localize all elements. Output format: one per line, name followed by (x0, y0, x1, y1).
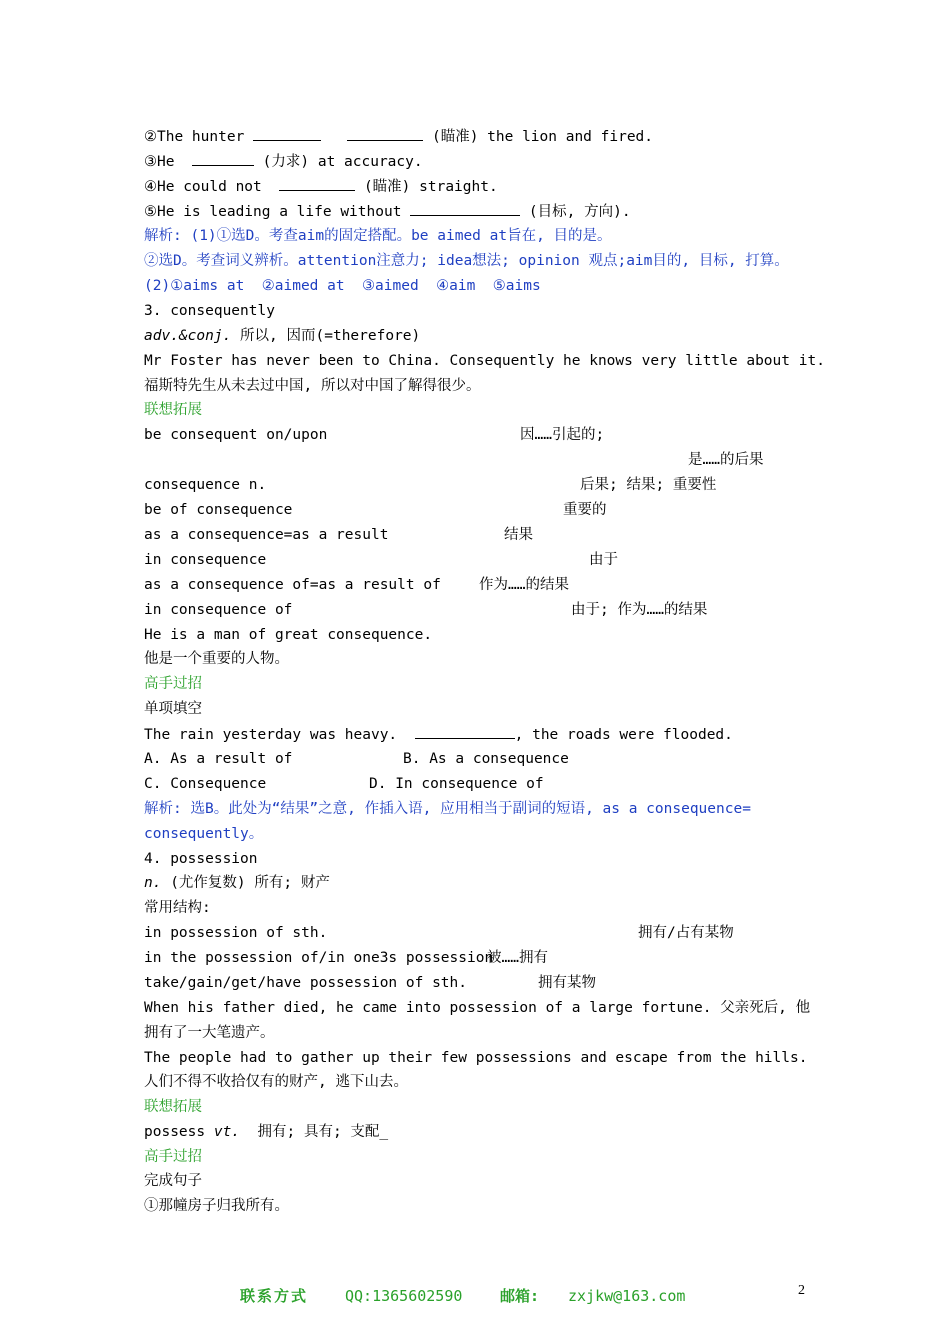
example-line: When his father died, he came into possession of a large fortune. 父亲死后, 他 (144, 1000, 811, 1016)
answer-blank (253, 124, 321, 141)
phrase-row (144, 523, 533, 548)
phrase-zh: 被……拥有 (487, 950, 548, 966)
option-a: A. As a result of (144, 751, 293, 767)
phrase-zh: 由于 (589, 552, 618, 568)
phrase-zh: 重要的 (563, 502, 607, 518)
word: possess (144, 1124, 214, 1140)
structures-label: 常用结构: (144, 900, 211, 916)
phrase-row (144, 598, 708, 623)
question-text: The rain yesterday was heavy. (144, 727, 406, 743)
exercise-2 (144, 124, 653, 149)
phrase-en: consequence n. (144, 477, 267, 493)
phrase-zh: 结果 (504, 527, 533, 543)
example-en: The people had to gather up their few possessions and escape from the hills. (144, 1050, 808, 1066)
answers-line: (2)①aims at ②aimed at ③aimed ④aim ⑤aims (144, 278, 541, 294)
section-label: 高手过招 (144, 1149, 202, 1165)
phrase-en: be of consequence (144, 502, 293, 518)
option-c: C. Consequence (144, 776, 267, 792)
sentence-item: ①那幢房子归我所有。 (144, 1198, 289, 1214)
phrase-zh: 因……引起的; (520, 427, 605, 443)
question-text: , the roads were flooded. (514, 727, 733, 743)
phrase-row (144, 921, 734, 946)
footer-email: zxjkw@163.com (568, 1287, 686, 1305)
exercise-text: ②The hunter (144, 129, 254, 145)
example-line: 拥有了一大笔遗产。 (144, 1025, 275, 1041)
phrase-en: in the possession of/in one3s possession (144, 950, 494, 966)
section-label: 联想拓展 (144, 1099, 202, 1115)
task-label: 单项填空 (144, 701, 202, 717)
exercise-5 (144, 199, 631, 224)
options-row (144, 772, 544, 797)
definition-text: 所以, 因而(=therefore) (231, 328, 421, 344)
analysis-line: ②选D。考查词义辨析。attention注意力; idea想法; opinion 观点;aim目的, 目标, 打算。 (144, 253, 789, 269)
exercise-text: (瞄准) the lion and fired. (423, 129, 654, 145)
answer-blank (279, 174, 355, 191)
exercise-text: ④He could not (144, 179, 280, 195)
phrase-en: as a consequence of=as a result of (144, 577, 441, 593)
phrase-zh: 后果; 结果; 重要性 (580, 477, 717, 493)
phrase-row (144, 971, 596, 996)
task-label: 完成句子 (144, 1173, 202, 1189)
phrase-zh: 是……的后果 (688, 452, 764, 468)
answer-blank (347, 124, 423, 141)
phrase-en: in consequence (144, 552, 267, 568)
section-heading: 3. consequently (144, 303, 275, 319)
example-zh: 人们不得不收拾仅有的财产, 逃下山去。 (144, 1074, 408, 1090)
options-row (144, 747, 569, 772)
section-heading: 4. possession (144, 851, 258, 867)
option-d: D. In consequence of (369, 776, 544, 792)
analysis-line: consequently。 (144, 826, 264, 842)
question-line (144, 722, 733, 747)
phrase-row (144, 423, 605, 448)
phrase-en: be consequent on/upon (144, 427, 328, 443)
analysis-line: 解析: (1)①选D。考查aim的固定搭配。be aimed at旨在, 目的是。 (144, 228, 612, 244)
exercise-text: (瞄准) straight. (355, 179, 498, 195)
exercise-text: (力求) at accuracy. (253, 154, 423, 170)
definition-line (144, 324, 420, 349)
definition-text: (尤作复数) 所有; 财产 (161, 875, 330, 891)
page-number: 2 (798, 1283, 805, 1298)
section-label: 联想拓展 (144, 402, 202, 418)
phrase-en: in possession of sth. (144, 925, 328, 941)
example-zh: 他是一个重要的人物。 (144, 651, 289, 667)
section-label: 高手过招 (144, 676, 202, 692)
analysis-line: 解析: 选B。此处为“结果”之意, 作插入语, 应用相当于副词的短语, as a consequence= (144, 801, 751, 817)
phrase-zh: 拥有/占有某物 (638, 925, 734, 941)
phrase-row (144, 946, 548, 971)
phrase-row (144, 498, 607, 523)
exercise-3 (144, 149, 423, 174)
example-zh: 福斯特先生从未去过中国, 所以对中国了解得很少。 (144, 378, 481, 394)
option-b: B. As a consequence (403, 751, 569, 767)
definition-line (144, 1120, 388, 1145)
part-of-speech: vt. (213, 1124, 241, 1140)
answer-blank (192, 149, 254, 166)
example-en: He is a man of great consequence. (144, 627, 433, 643)
part-of-speech: n. (144, 875, 162, 891)
phrase-row (144, 473, 717, 498)
phrase-zh: 由于; 作为……的结果 (571, 602, 708, 618)
answer-blank (415, 722, 515, 739)
exercise-4 (144, 174, 498, 199)
definition-line (144, 871, 330, 896)
footer-qq: QQ:1365602590 (345, 1287, 463, 1305)
phrase-en: take/gain/get/have possession of sth. (144, 975, 468, 991)
answer-blank (410, 199, 520, 216)
part-of-speech: adv.&conj. (144, 328, 232, 344)
phrase-row (144, 573, 569, 598)
footer-contact-label: 联系方式 (240, 1287, 309, 1305)
exercise-text: (目标, 方向). (520, 204, 631, 220)
example-en: Mr Foster has never been to China. Consequently he knows very little about it. (144, 353, 825, 369)
phrase-zh: 作为……的结果 (479, 577, 569, 593)
footer-email-label: 邮箱: (500, 1287, 540, 1305)
phrase-en: as a consequence=as a result (144, 527, 389, 543)
phrase-zh: 拥有某物 (538, 975, 596, 991)
exercise-text: ⑤He is leading a life without (144, 204, 411, 220)
phrase-en: in consequence of (144, 602, 293, 618)
phrase-row (144, 548, 618, 573)
exercise-text: ③He (144, 154, 192, 170)
definition-text: 拥有; 具有; 支配_ (240, 1124, 389, 1140)
